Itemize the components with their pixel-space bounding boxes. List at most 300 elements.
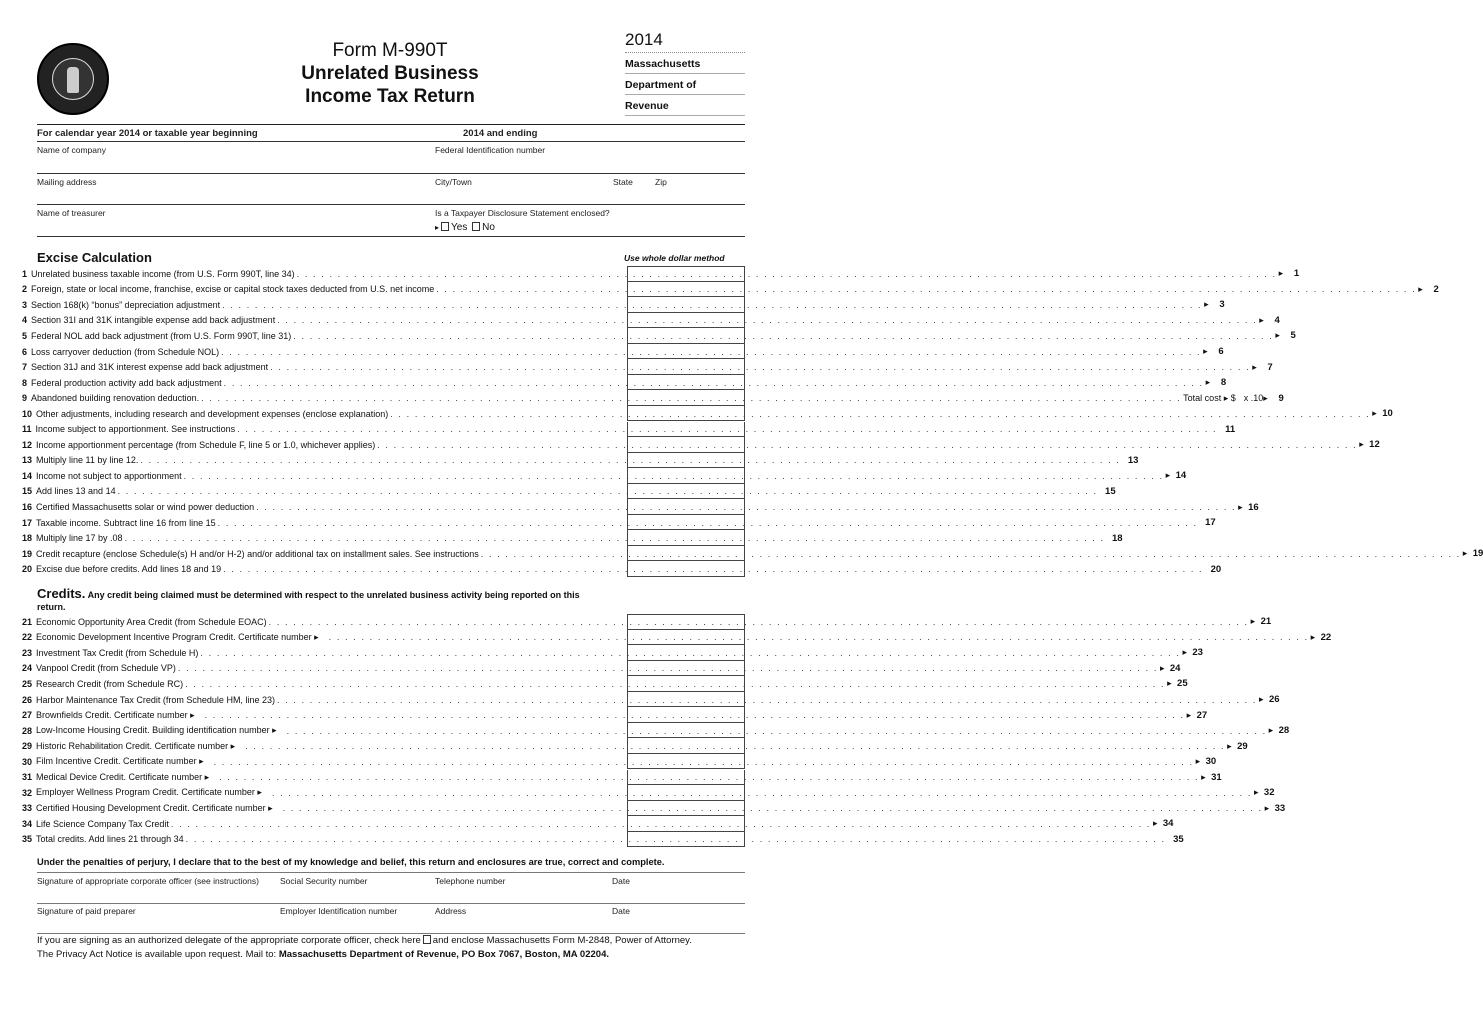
line-number: 26 bbox=[22, 694, 33, 705]
line-description: Federal production activity add back adjustment bbox=[31, 377, 222, 388]
line-ref: 34 bbox=[1162, 818, 1174, 830]
line-description: Film Incentive Credit. Certificate number ▸ bbox=[36, 756, 204, 767]
line-number: 1 bbox=[22, 268, 28, 279]
line-number: 3 bbox=[22, 299, 28, 310]
arrow-icon: ▸ bbox=[1195, 756, 1201, 767]
line-ref: 6 bbox=[1218, 346, 1224, 357]
arrow-icon: ▸ bbox=[1278, 268, 1284, 279]
dot-leader: . . . . . . . . . . . . . . . . . . . . . . . . . . . . . . . . . . . . . . . . . . . . . . . . . . . . . . . . . . . . . . . . . . . . . . . . . . . . . . . . . . . . . . . . . . . . . . . . . . . . . . . . . . . . . . . . . . . . . . . . bbox=[271, 787, 1252, 798]
arrow-icon: ▸ bbox=[1167, 678, 1172, 689]
line-number: 4 bbox=[22, 315, 28, 326]
line-row bbox=[22, 359, 1273, 375]
line-row bbox=[22, 390, 1284, 406]
line-ref: 19 bbox=[1472, 548, 1483, 560]
line-description: Income subject to apportionment. See instructions bbox=[35, 424, 236, 435]
dot-leader: . . . . . . . . . . . . . . . . . . . . . . . . . . . . . . . . . . . . . . . . . . . . . . . . . . . . . . . . . . . . . . . . . . . . . . . . . . . . . . . . . . . . . . . . . . . . . . . . . . . . . . . . . . . . . . . . . . . . . . . . bbox=[268, 616, 1249, 627]
period-begin-input[interactable] bbox=[290, 126, 460, 140]
amount-input-line-21[interactable] bbox=[627, 614, 745, 630]
amount-input-line-35[interactable] bbox=[627, 832, 745, 848]
line-ref: 10 bbox=[1382, 408, 1393, 420]
line-ref: 28 bbox=[1278, 725, 1290, 737]
dot-leader: . . . . . . . . . . . . . . . . . . . . . . . . . . . . . . . . . . . . . . . . . . . . . . . . . . . . . . . . . . . . . . . . . . . . . . . . . . . . . . . . . . . . . . . . . . . . . . . . . . . . . . . . . . . . . . . . . . . . . . . . bbox=[377, 439, 1358, 450]
amount-input-line-7[interactable] bbox=[627, 359, 745, 375]
dot-leader: . . . . . . . . . . . . . . . . . . . . . . . . . . . . . . . . . . . . . . . . . . . . . . . . . . . . . . . . . . . . . . . . . . . . . . . . . . . . . . . . . . . . . . . . . . . . . . . . . . . . . . . . . . . . . . . . . . . . . . . . bbox=[480, 548, 1461, 559]
line-row bbox=[22, 266, 1300, 282]
line-row bbox=[22, 344, 1224, 360]
line-row bbox=[22, 738, 1248, 754]
amount-input-line-28[interactable] bbox=[627, 723, 745, 739]
line-number: 21 bbox=[22, 616, 33, 627]
line-row bbox=[22, 328, 1296, 344]
line-number: 5 bbox=[22, 330, 28, 341]
line-ref: 21 bbox=[1260, 616, 1272, 628]
divider bbox=[37, 124, 745, 125]
line-ref: 3 bbox=[1219, 299, 1225, 311]
period-label: For calendar year 2014 or taxable year beginning bbox=[37, 128, 258, 139]
amount-input-line-26[interactable] bbox=[627, 692, 745, 708]
line-description: Credit recapture (enclose Schedule(s) H and/or H-2) and/or additional tax on installment sales. See instructions bbox=[36, 548, 479, 559]
amount-input-line-16[interactable] bbox=[627, 499, 745, 515]
amount-input-line-17[interactable] bbox=[627, 515, 745, 531]
dot-leader: . . . . . . . . . . . . . . . . . . . . . . . . . . . . . . . . . . . . . . . . . . . . . . . . . . . . . . . . . . . . . . . . . . . . . . . . . . . . . . . . . . . . . . . . . . . . . . . . . . . . . . . . . . . . . . . . . . . . . . . . bbox=[213, 756, 1194, 767]
arrow-icon: ▸ bbox=[1252, 361, 1257, 372]
period-end-input[interactable] bbox=[545, 126, 740, 140]
amount-input-line-29[interactable] bbox=[627, 738, 745, 754]
amount-input-line-23[interactable] bbox=[627, 645, 745, 661]
line-ref: 14 bbox=[1175, 470, 1187, 482]
amount-input-line-9[interactable] bbox=[627, 390, 745, 406]
dot-leader: . . . . . . . . . . . . . . . . . . . . . . . . . . . . . . . . . . . . . . . . . . . . . . . . . . . . . . . . . . . . . . . . . . . . . . . . . . . . . . . . . . . . . . . . . . . . . . . . . . . . . . . . . . . . . . . . . . . . . . . . bbox=[185, 834, 1166, 845]
line-ref: 33 bbox=[1274, 802, 1286, 814]
line-number: 7 bbox=[22, 362, 28, 373]
dot-leader: . . . . . . . . . . . . . . . . . . . . . . . . . . . . . . . . . . . . . . . . . . . . . . . . . . . . . . . . . . . . . . . . . . . . . . . . . . . . . . . . . . . . . . . . . . . . . . . . . . . . . . . . . . . . . . . . . . . . . . . . bbox=[286, 725, 1267, 736]
line-number: 19 bbox=[22, 548, 33, 559]
ein-label: Employer Identification number bbox=[280, 906, 398, 916]
dot-leader: . . . . . . . . . . . . . . . . . . . . . . . . . . . . . . . . . . . . . . . . . . . . . . . . . . . . . . . . . . . . . . . . . . . . . . . . . . . . . . . . . . . . . . . . . . . . . . . . . . . . . . . . . . . . . . . . . . . . . . . . bbox=[270, 362, 1251, 373]
line-description: Multiply line 11 by line 12. bbox=[36, 455, 139, 466]
line-description: Other adjustments, including research and development expenses (enclose explanation) bbox=[36, 408, 389, 419]
dot-leader: . . . . . . . . . . . . . . . . . . . . . . . . . . . . . . . . . . . . . . . . . . . . . . . . . . . . . . . . . . . . . . . . . . . . . . . . . . . . . . . . . . . . . . . . . . . . . . . . . . . . . . . . . . . . . . . . . . . . . . . . bbox=[277, 315, 1258, 326]
line-description: Economic Opportunity Area Credit (from Schedule EOAC) bbox=[36, 616, 267, 627]
arrow-icon: ▸ bbox=[1263, 392, 1268, 403]
divider bbox=[37, 872, 745, 873]
delegate-text-a: If you are signing as an authorized delegate of the appropriate corporate officer, check here bbox=[37, 935, 421, 946]
line-ref: 12 bbox=[1369, 439, 1380, 451]
line-row bbox=[22, 832, 1184, 848]
line-number: 16 bbox=[22, 502, 33, 512]
line-ref: 31 bbox=[1211, 771, 1222, 783]
preparer-signature-label: Signature of paid preparer bbox=[37, 906, 136, 916]
credits-intro bbox=[37, 588, 597, 613]
line-number: 2 bbox=[22, 284, 28, 295]
line-number: 35 bbox=[22, 834, 33, 845]
perjury-statement: Under the penalties of perjury, I declare that to the best of my knowledge and belief, this return and enclosures are true, correct and complete. bbox=[37, 857, 665, 867]
line-description: Excise due before credits. Add lines 18 and 19 bbox=[36, 564, 222, 575]
dept-line: Department of bbox=[625, 74, 745, 95]
dot-leader: . . . . . . . . . . . . . . . . . . . . . . . . . . . . . . . . . . . . . . . . . . . . . . . . . . . . . . . . . . . . . . . . . . . . . . . . . . . . . . . . . . . . . . . . . . . . . . . . . . . . . . . . . . . . . . . . . . . . . . . . bbox=[117, 486, 1098, 497]
tax-year: 2014 bbox=[625, 30, 745, 53]
line-row bbox=[22, 754, 1217, 770]
line-number: 13 bbox=[22, 455, 33, 466]
line-number: 9 bbox=[22, 393, 28, 404]
line-ref: 30 bbox=[1205, 756, 1217, 768]
dot-leader: . . . . . . . . . . . . . . . . . . . . . . . . . . . . . . . . . . . . . . . . . . . . . . . . . . . . . . . . . . . . . . . . . . . . . . . . . . . . . . . . . . . . . . . . . . . . . . . . . . . . . . . . . . . . . . . . . . . . . . . . bbox=[185, 678, 1166, 689]
amount-input-line-19[interactable] bbox=[627, 546, 745, 562]
line-ref: 11 bbox=[1225, 423, 1236, 435]
line-row bbox=[22, 530, 1123, 546]
arrow-icon: ▸ bbox=[1418, 283, 1423, 294]
delegate-text-b: and enclose Massachusetts Form M-2848, Power of Attorney. bbox=[432, 935, 692, 946]
yes-label: Yes bbox=[451, 222, 468, 233]
line-number: 30 bbox=[22, 756, 33, 767]
form-title-line1: Unrelated Business bbox=[301, 63, 479, 84]
line-number: 22 bbox=[22, 632, 33, 643]
line-row bbox=[22, 661, 1181, 677]
whole-dollar-note: Use whole dollar method bbox=[624, 253, 725, 263]
line-description: Medical Device Credit. Certificate number ▸ bbox=[36, 771, 210, 782]
fein-input[interactable] bbox=[435, 155, 740, 173]
dot-leader: . . . . . . . . . . . . . . . . . . . . . . . . . . . . . . . . . . . . . . . . . . . . . . . . . . . . . . . . . . . . . . . . . . . . . . . . . . . . . . . . . . . . . . . . . . . . . . . . . . . . . . . . . . . . . . . . . . . . . . . . bbox=[217, 517, 1198, 528]
line-row bbox=[22, 453, 1139, 469]
line-description: Employer Wellness Program Credit. Certificate number ▸ bbox=[36, 787, 262, 798]
line-description: Abandoned building renovation deduction. bbox=[31, 393, 200, 404]
dot-leader: . . . . . . . . . . . . . . . . . . . . . . . . . . . . . . . . . . . . . . . . . . . . . . . . . . . . . . . . . . . . . . . . . . . . . . . . . . . . . . . . . . . . . . . . . . . . . . . . . . . . . . . . . . . . . . . . . . . . . . . . bbox=[390, 408, 1371, 419]
amount-input-line-11[interactable] bbox=[627, 422, 745, 438]
amount-input-line-18[interactable] bbox=[627, 530, 745, 546]
line-number: 6 bbox=[22, 346, 28, 357]
preparer-signature-input[interactable] bbox=[37, 917, 740, 933]
line-row bbox=[22, 422, 1236, 438]
line-description: Vanpool Credit (from Schedule VP) bbox=[36, 663, 176, 674]
arrow-icon: ▸ bbox=[1205, 377, 1211, 388]
arrow-icon: ▸ bbox=[1462, 548, 1468, 559]
arrow-icon: ▸ bbox=[1250, 616, 1256, 627]
line-row bbox=[22, 499, 1259, 515]
line-number: 28 bbox=[22, 725, 33, 736]
city-input[interactable] bbox=[435, 187, 610, 205]
state-input[interactable] bbox=[613, 187, 648, 205]
arrow-icon: ▸ bbox=[1152, 818, 1158, 829]
arrow-icon: ▸ bbox=[1227, 740, 1232, 751]
form-title bbox=[230, 40, 550, 108]
delegate-text bbox=[37, 935, 692, 946]
arrow-icon: ▸ bbox=[1310, 631, 1316, 642]
line-row bbox=[22, 406, 1393, 422]
amount-input-line-30[interactable] bbox=[627, 754, 745, 770]
line-row bbox=[22, 282, 1439, 298]
arrow-icon: ▸ bbox=[1203, 346, 1208, 356]
zip-label: Zip bbox=[655, 177, 667, 187]
line-description: Income not subject to apportionment bbox=[36, 470, 182, 481]
amount-input-line-4[interactable] bbox=[627, 313, 745, 329]
line-row bbox=[22, 630, 1332, 646]
dot-leader: . . . . . . . . . . . . . . . . . . . . . . . . . . . . . . . . . . . . . . . . . . . . . . . . . . . . . . . . . . . . . . . . . . . . . . . . . . . . . . . . . . . . . . . . . . . . . . . . . . . . . . . . . . . . . . . . . . . . . . . . bbox=[124, 533, 1105, 544]
company-label: Name of company bbox=[37, 145, 106, 155]
line-description: Brownfields Credit. Certificate number ▸ bbox=[36, 709, 195, 720]
amount-input-line-13[interactable] bbox=[627, 453, 745, 469]
line-row bbox=[22, 484, 1116, 500]
line-row bbox=[22, 785, 1275, 801]
line-number: 27 bbox=[22, 710, 33, 721]
line-ref: 7 bbox=[1267, 361, 1273, 373]
line-number: 20 bbox=[22, 564, 33, 575]
amount-input-line-34[interactable] bbox=[627, 816, 745, 832]
line-description: Historic Rehabilitation Credit. Certificate number ▸ bbox=[36, 740, 236, 751]
line-ref: 22 bbox=[1320, 631, 1332, 643]
mailing-address: Massachusetts Department of Revenue, PO Box 7067, Boston, MA 02204. bbox=[278, 949, 609, 960]
credits-section-title: Credits. bbox=[37, 586, 86, 601]
line-row bbox=[22, 468, 1187, 484]
arrow-icon: ▸ bbox=[1259, 314, 1264, 325]
line-description: Section 31I and 31K intangible expense add back adjustment bbox=[31, 315, 276, 326]
line-ref: 23 bbox=[1192, 647, 1203, 659]
amount-input-line-33[interactable] bbox=[627, 801, 745, 817]
line-row bbox=[22, 801, 1286, 817]
amount-input-line-10[interactable] bbox=[627, 406, 745, 422]
form-number: Form M-990T bbox=[332, 40, 448, 61]
amount-input-line-25[interactable] bbox=[627, 676, 745, 692]
line-ref: 24 bbox=[1169, 662, 1181, 674]
line-ref: 26 bbox=[1268, 694, 1280, 705]
multiplier-label: x .10 bbox=[1243, 393, 1264, 404]
divider bbox=[37, 141, 745, 142]
dot-leader: . . . . . . . . . . . . . . . . . . . . . . . . . . . . . . . . . . . . . . . . . . . . . . . . . . . . . . . . . . . . . . . . . . . . . . . . . . . . . . . . . . . . . . . . . . . . . . . . . . . . . . . . . . . . . . . . . . . . . . . . bbox=[223, 564, 1204, 575]
line-number: 31 bbox=[22, 772, 33, 783]
arrow-icon: ▸ bbox=[1165, 470, 1171, 481]
credits-intro-text: Any credit being claimed must be determined with respect to the unrelated business activity being reported on this return. bbox=[37, 590, 580, 612]
line-description: Unrelated business taxable income (from U.S. Form 990T, line 34) bbox=[31, 268, 295, 279]
line-number: 23 bbox=[22, 647, 33, 658]
line-number: 12 bbox=[22, 439, 33, 450]
line-description: Taxable income. Subtract line 16 from line 15 bbox=[36, 517, 216, 528]
amount-input-line-2[interactable] bbox=[627, 282, 745, 298]
dot-leader: . . . . . . . . . . . . . . . . . . . . . . . . . . . . . . . . . . . . . . . . . . . . . . . . . . . . . . . . . . . . . . . . . . . . . . . . . . . . . . . . . . . . . . . . . . . . . . . . . . . . . . . . . . . . . . . . . . . . . . . . bbox=[177, 663, 1158, 674]
yes-checkbox[interactable] bbox=[441, 222, 449, 231]
amount-input-line-14[interactable] bbox=[627, 468, 745, 484]
divider bbox=[37, 173, 745, 174]
arrow-icon: ▸ bbox=[1264, 802, 1270, 813]
line-description: Add lines 13 and 14 bbox=[36, 486, 116, 497]
excise-section-title: Excise Calculation bbox=[37, 250, 152, 265]
amount-input-line-3[interactable] bbox=[627, 297, 745, 313]
line-ref: 35 bbox=[1173, 833, 1184, 845]
amount-input-line-5[interactable] bbox=[627, 328, 745, 344]
officer-signature-label: Signature of appropriate corporate officer (see instructions) bbox=[37, 876, 259, 886]
dot-leader: . . . . . . . . . . . . . . . . . . . . . . . . . . . . . . . . . . . . . . . . . . . . . . . . . . . . . . . . . . . . . . . . . . . . . . . . . . . . . . . . . . . . . . . . . . . . . . . . . . . . . . . . . . . . . . . . . . . . . . . . bbox=[221, 346, 1202, 357]
arrow-icon: ▸ bbox=[1359, 439, 1364, 450]
amount-input-line-8[interactable] bbox=[627, 375, 745, 391]
line-number: 33 bbox=[22, 803, 33, 814]
line-description: Multiply line 17 by .08 bbox=[36, 533, 123, 544]
amount-input-line-27[interactable] bbox=[627, 707, 745, 723]
amount-input-line-1[interactable] bbox=[627, 266, 745, 282]
dot-leader: . . . . . . . . . . . . . . . . . . . . . . . . . . . . . . . . . . . . . . . . . . . . . . . . . . . . . . . . . . . . . . . . . . . . . . . . . . . . . . . . . . . . . . . . . . . . . . . . . . . . . . . . . . . . . . . . . . . . . . . . bbox=[328, 632, 1309, 643]
ssn-label: Social Security number bbox=[280, 876, 368, 886]
line-ref: 20 bbox=[1210, 563, 1222, 575]
line-description: Loss carryover deduction (from Schedule NOL) bbox=[31, 346, 220, 357]
line-description: Harbor Maintenance Tax Credit (from Schedule HM, line 23) bbox=[36, 694, 275, 705]
line-ref: 4 bbox=[1274, 314, 1280, 326]
dept-line: Massachusetts bbox=[625, 53, 745, 74]
line-number: 14 bbox=[22, 470, 33, 481]
line-number: 25 bbox=[22, 678, 33, 689]
address-label: Mailing address bbox=[37, 177, 97, 187]
dot-leader: . . . . . . . . . . . . . . . . . . . . . . . . . . . . . . . . . . . . . . . . . . . . . . . . . . . . . . . . . . . . . . . . . . . . . . . . . . . . . . . . . . . . . . . . . . . . . . . . . . . . . . . . . . . . . . . . . . . . . . . . bbox=[200, 647, 1181, 658]
amount-input-line-12[interactable] bbox=[627, 437, 745, 453]
line-description: Low-Income Housing Credit. Building identification number ▸ bbox=[36, 725, 277, 736]
phone-label: Telephone number bbox=[435, 876, 506, 886]
dot-leader: . . . . . . . . . . . . . . . . . . . . . . . . . . . . . . . . . . . . . . . . . . . . . . . . . . . . . . . . . . . . . . . . . . . . . . . . . . . . . . . . . . . . . . . . . . . . . . . . . . . . . . . . . . . . . . . . . . . . . . . . bbox=[436, 284, 1417, 295]
line-ref: 5 bbox=[1290, 330, 1296, 342]
line-row bbox=[22, 297, 1225, 313]
period-mid-label: 2014 and ending bbox=[463, 128, 538, 139]
line-number: 32 bbox=[22, 787, 33, 798]
delegate-checkbox[interactable] bbox=[423, 935, 431, 944]
privacy-text bbox=[37, 949, 609, 960]
no-checkbox[interactable] bbox=[472, 222, 480, 231]
line-ref: 25 bbox=[1177, 678, 1188, 690]
arrow-icon: ▸ bbox=[1238, 501, 1243, 512]
line-description: Section 31J and 31K interest expense add back adjustment bbox=[31, 362, 269, 373]
line-row bbox=[22, 515, 1216, 531]
arrow-icon: ▸ bbox=[1186, 709, 1192, 720]
line-number: 15 bbox=[22, 486, 33, 497]
line-row bbox=[22, 546, 1483, 562]
line-row bbox=[22, 375, 1227, 391]
line-number: 8 bbox=[22, 377, 28, 388]
department-block bbox=[625, 30, 745, 116]
line-row bbox=[22, 770, 1222, 786]
treasurer-input[interactable] bbox=[37, 218, 427, 234]
line-description: Federal NOL add back adjustment (from U.S. Form 990T, line 31) bbox=[31, 330, 292, 341]
officer-signature-input[interactable] bbox=[37, 887, 740, 903]
line-row bbox=[22, 692, 1280, 708]
dot-leader: . . . . . . . . . . . . . . . . . . . . . . . . . . . . . . . . . . . . . . . . . . . . . . . . . . . . . . . . . . . . . . . . . . . . . . . . . . . . . . . . . . . . . . . . . . . . . . . . . . . . . . . . . . . . . . . . . . . . . . . . bbox=[140, 455, 1121, 466]
dot-leader: . . . . . . . . . . . . . . . . . . . . . . . . . . . . . . . . . . . . . . . . . . . . . . . . . . . . . . . . . . . . . . . . . . . . . . . . . . . . . . . . . . . . . . . . . . . . . . . . . . . . . . . . . . . . . . . . . . . . . . . . bbox=[219, 772, 1200, 783]
line-number: 29 bbox=[22, 741, 33, 752]
dot-leader: . . . . . . . . . . . . . . . . . . . . . . . . . . . . . . . . . . . . . . . . . . . . . . . . . . . . . . . . . . . . . . . . . . . . . . . . . . . . . . . . . . . . . . . . . . . . . . . . . . . . . . . . . . . . . . . . . . . . . . . . bbox=[293, 330, 1274, 341]
company-input[interactable] bbox=[37, 155, 427, 173]
fein-label: Federal Identification number bbox=[435, 145, 546, 155]
line-row bbox=[22, 614, 1272, 630]
line-ref: 17 bbox=[1205, 517, 1216, 529]
city-label: City/Town bbox=[435, 177, 472, 187]
line-number: 17 bbox=[22, 517, 33, 528]
line-ref: 15 bbox=[1105, 485, 1116, 497]
line-description: Economic Development Incentive Program Credit. Certificate number ▸ bbox=[36, 631, 319, 642]
state-label: State bbox=[613, 177, 633, 187]
divider bbox=[37, 236, 745, 237]
line-description: Section 168(k) “bonus” depreciation adjustment bbox=[31, 299, 221, 310]
line-row bbox=[22, 645, 1203, 661]
amount-input-line-24[interactable] bbox=[627, 661, 745, 677]
dot-leader: . . . . . . . . . . . . . . . . . . . . . . . . . . . . . . . . . . . . . . . . . . . . . . . . . . . . . . . . . . . . . . . . . . . . . . . . . . . . . . . . . . . . . . . . . . . . . . . . . . . . . . . . . . . . . . . . . . . . . . . . bbox=[204, 710, 1185, 721]
arrow-icon: ▸ bbox=[1253, 787, 1259, 798]
arrow-icon: ▸ bbox=[1204, 299, 1209, 310]
dot-leader: . . . . . . . . . . . . . . . . . . . . . . . . . . . . . . . . . . . . . . . . . . . . . . . . . . . . . . . . . . . . . . . . . . . . . . . . . . . . . . . . . . . . . . . . . . . . . . . . . . . . . . . . . . . . . . . . . . . . . . . . bbox=[183, 470, 1164, 481]
dot-leader: . . . . . . . . . . . . . . . . . . . . . . . . . . . . . . . . . . . . . . . . . . . . . . . . . . . . . . . . . . . . . . . . . . . . . . . . . . . . . . . . . . . . . . . . . . . . . . . . . . . . . . . . . . . . . . . . . . . . . . . . bbox=[276, 694, 1257, 705]
line-ref: 8 bbox=[1220, 377, 1227, 389]
arrow-icon: ▸ bbox=[1182, 647, 1187, 658]
divider bbox=[37, 204, 745, 205]
line-ref: 16 bbox=[1248, 501, 1259, 513]
dot-leader: . . . . . . . . . . . . . . . . . . . . . . . . . . . . . . . . . . . . . . . . . . . . . . . . . . . . . . . . . . . . . . . . . . . . . . . . . . . . . . . . . . . . . . . . . . . . . . . . . . . . . . . . . . . . . . . . . . . . . . . . bbox=[237, 424, 1218, 435]
total-cost-label: Total cost ▸ $ bbox=[1183, 392, 1236, 403]
line-description: Total credits. Add lines 21 through 34 bbox=[36, 834, 184, 845]
line-row bbox=[22, 816, 1174, 832]
amount-input-line-22[interactable] bbox=[627, 630, 745, 646]
line-ref: 1 bbox=[1293, 268, 1300, 280]
arrow-icon: ▸ bbox=[1372, 408, 1377, 419]
line-description: Life Science Company Tax Credit bbox=[36, 818, 169, 829]
arrow-icon: ▸ bbox=[1201, 771, 1206, 782]
privacy-notice: The Privacy Act Notice is available upon request. Mail to: bbox=[37, 949, 277, 960]
line-description: Foreign, state or local income, franchise, excise or capital stock taxes deducted from U.S. net income bbox=[31, 284, 435, 295]
line-row bbox=[22, 707, 1208, 723]
form-title-line2: Income Tax Return bbox=[305, 86, 475, 107]
line-number: 24 bbox=[22, 663, 33, 674]
line-ref: 2 bbox=[1433, 283, 1439, 295]
amount-input-line-6[interactable] bbox=[627, 344, 745, 360]
line-ref: 32 bbox=[1263, 787, 1275, 799]
dept-line: Revenue bbox=[625, 95, 745, 116]
line-number: 10 bbox=[22, 408, 33, 419]
line-ref: 13 bbox=[1127, 454, 1139, 466]
line-description: Investment Tax Credit (from Schedule H) bbox=[36, 647, 199, 658]
zip-input[interactable] bbox=[655, 187, 740, 205]
amount-input-line-20[interactable] bbox=[627, 561, 745, 577]
arrow-icon: ▸ bbox=[1275, 330, 1280, 341]
line-ref: 27 bbox=[1196, 709, 1208, 721]
line-description: Certified Housing Development Credit. Certificate number ▸ bbox=[36, 802, 273, 813]
dot-leader: . . . . . . . . . . . . . . . . . . . . . . . . . . . . . . . . . . . . . . . . . . . . . . . . . . . . . . . . . . . . . . . . . . . . . . . . . . . . . . . . . . . . . . . . . . . . . . . . . . . . . . . . . . . . . . . . . . . . . . . . bbox=[245, 741, 1226, 752]
line-number: 34 bbox=[22, 818, 33, 829]
line-description: Certified Massachusetts solar or wind power deduction bbox=[36, 502, 255, 512]
dot-leader: . . . . . . . . . . . . . . . . . . . . . . . . . . . . . . . . . . . . . . . . . . . . . . . . . . . . . . . . . . . . . . . . . . . . . . . . . . . . . . . . . . . . . . . . . . . . . . . . . . . . . . . . . . . . . . . . . . . . . . . . bbox=[223, 377, 1204, 388]
disclosure-label: Is a Taxpayer Disclosure Statement enclosed? bbox=[435, 208, 610, 218]
address-input[interactable] bbox=[37, 187, 427, 205]
dot-leader: . . . . . . . . . . . . . . . . . . . . . . . . . . . . . . . . . . . . . . . . . . . . . . . . . . . . . . . . . . . . . . . . . . . . . . . . . . . . . . . . . . . . . . . . . . . . . . . . . . . . . . . . . . . . . . . . . . . . . . . . bbox=[282, 803, 1263, 814]
line-number: 18 bbox=[22, 533, 33, 544]
line-ref: 29 bbox=[1237, 740, 1248, 752]
date-label: Date bbox=[612, 906, 630, 916]
line-row bbox=[22, 437, 1380, 453]
arrow-icon: ▸ bbox=[1268, 725, 1274, 736]
arrow-icon: ▸ bbox=[1159, 662, 1165, 673]
line-row bbox=[22, 313, 1280, 329]
arrow-icon: ▸ bbox=[435, 223, 440, 232]
line-description: Income apportionment percentage (from Schedule F, line 5 or 1.0, whichever applies) bbox=[36, 439, 376, 450]
dot-leader: . . . . . . . . . . . . . . . . . . . . . . . . . . . . . . . . . . . . . . . . . . . . . . . . . . . . . . . . . . . . . . . . . . . . . . . . . . . . . . . . . . . . . . . . . . . . . . . . . . . . . . . . . . . . . . . . . . . . . . . . bbox=[201, 393, 1182, 404]
amount-input-line-32[interactable] bbox=[627, 785, 745, 801]
amount-input-line-31[interactable] bbox=[627, 770, 745, 786]
dot-leader: . . . . . . . . . . . . . . . . . . . . . . . . . . . . . . . . . . . . . . . . . . . . . . . . . . . . . . . . . . . . . . . . . . . . . . . . . . . . . . . . . . . . . . . . . . . . . . . . . . . . . . . . . . . . . . . . . . . . . . . . bbox=[170, 818, 1151, 829]
line-ref: 9 bbox=[1278, 392, 1284, 404]
treasurer-label: Name of treasurer bbox=[37, 208, 106, 218]
divider bbox=[37, 933, 745, 934]
arrow-icon: ▸ bbox=[1258, 694, 1264, 704]
disclosure-options bbox=[435, 222, 495, 233]
divider bbox=[37, 903, 745, 904]
line-row bbox=[22, 676, 1188, 692]
line-ref: 18 bbox=[1112, 532, 1123, 544]
dot-leader: . . . . . . . . . . . . . . . . . . . . . . . . . . . . . . . . . . . . . . . . . . . . . . . . . . . . . . . . . . . . . . . . . . . . . . . . . . . . . . . . . . . . . . . . . . . . . . . . . . . . . . . . . . . . . . . . . . . . . . . . bbox=[222, 299, 1203, 310]
address-label: Address bbox=[435, 906, 467, 916]
dot-leader: . . . . . . . . . . . . . . . . . . . . . . . . . . . . . . . . . . . . . . . . . . . . . . . . . . . . . . . . . . . . . . . . . . . . . . . . . . . . . . . . . . . . . . . . . . . . . . . . . . . . . . . . . . . . . . . . . . . . . . . . bbox=[256, 502, 1237, 512]
line-row bbox=[22, 723, 1290, 739]
amount-input-line-15[interactable] bbox=[627, 484, 745, 500]
dot-leader: . . . . . . . . . . . . . . . . . . . . . . . . . . . . . . . . . . . . . . . . . . . . . . . . . . . . . . . . . . . . . . . . . . . . . . . . . . . . . . . . . . . . . . . . . . . . . . . . . . . . . . . . . . . . . . . . . . . . . . . . bbox=[296, 268, 1277, 279]
